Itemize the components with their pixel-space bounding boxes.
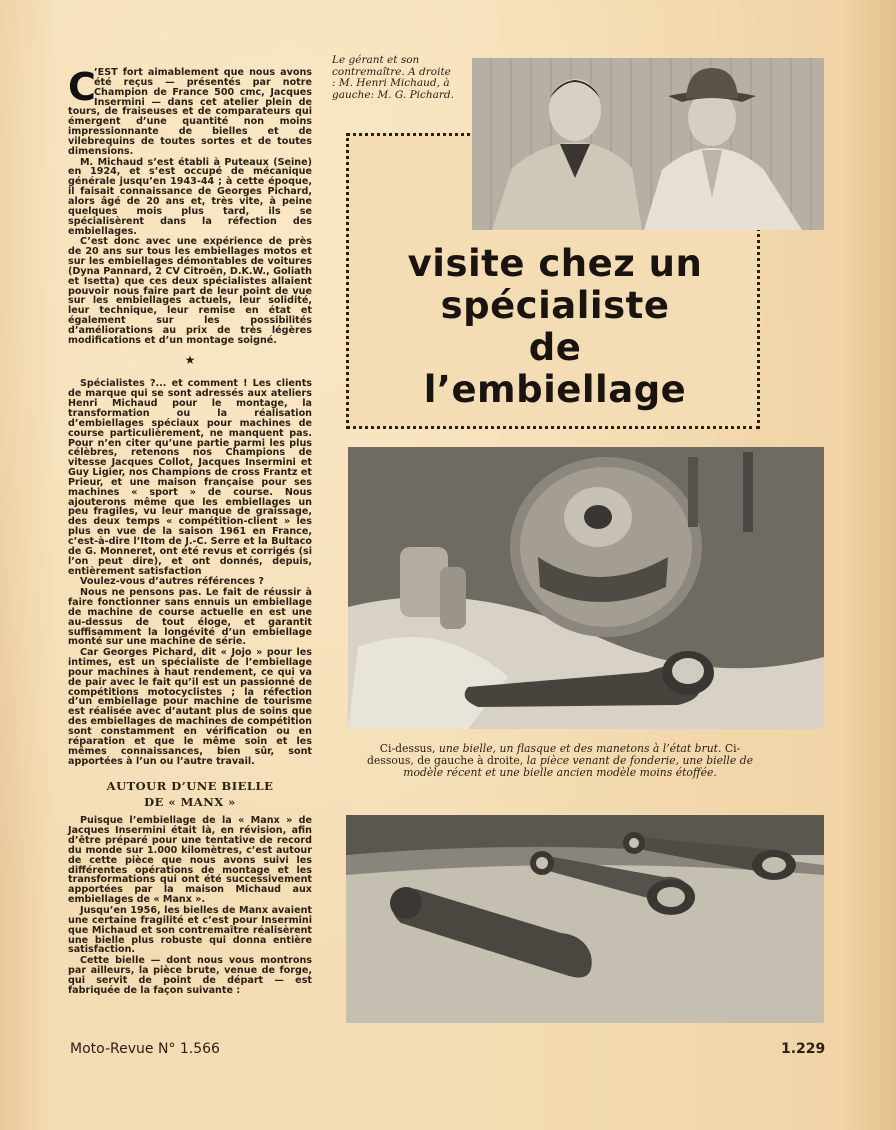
article-paragraph-7: Car Georges Pichard, dit « Jojo » pour les intimes, est un spécialiste de l’embiellage pour machines à haut rendement, ce qui va de pair avec le fait qu’il est un passionné de compétitions motocyclistes ; la réfection d’un embiellage pour machine de tourisme est réalisée avec d’autant plus de soins que des embiellages de machines de compétition sont constamment en vérification ou en réparation et que le même soin et les mêmes connaissances, bien sûr, sont apportées à l’un ou l’autre travail. xyxy=(68,647,312,767)
section-star-separator: ★ xyxy=(184,352,196,367)
photo-flywheel-and-rod xyxy=(348,447,824,729)
title-line-2: spécialiste xyxy=(440,284,670,327)
page-number: 1.229 xyxy=(781,1041,826,1057)
article-paragraph-1: C ’EST fort aimablement que nous avons été reçus — présentés par notre Champion de France 500 cmc, Jacques Insermini — dans cet atelier plein de tours, de fraiseuses et de comparateurs qui émergent d’une quantité non moins impressionnante de bielles et de vilebrequins de toutes sortes et de toutes dimensions. xyxy=(68,65,312,157)
article-paragraph-2: M. Michaud s’est établi à Puteaux (Seine) en 1924, et s’est occupé de mécanique générale jusqu’en 1943-44 ; à cette époque, il faisait connaissance de Georges Pichard, alors âgé de 20 ans et, très vite, à peine quelques mois plus tard, ils se spécialisèrent dans la réfection des embiellages. xyxy=(68,156,312,237)
section-subheading: AUTOUR D’UNE BIELLE DE « MANX » xyxy=(106,779,274,810)
drop-cap: C xyxy=(68,65,96,109)
publication-footer: Moto-Revue N° 1.566 xyxy=(70,1041,220,1057)
photo-caption-top: Le gérant et son contremaître. A droite : M. Henri Michaud, à gauche: M. G. Pichard. xyxy=(332,54,454,101)
article-title xyxy=(350,243,760,411)
article-paragraph-5: Voulez-vous d’autres références ? xyxy=(80,576,264,588)
photo-flywheel-illustration xyxy=(348,447,824,729)
title-line-4: l’embiellage xyxy=(423,368,687,411)
article-paragraph-10: Cette bielle — dont nous vous montrons par ailleurs, la pièce brute, venue de forge, qui servit de point de départ — est fabriquée de la façon suivante : xyxy=(68,955,312,996)
photo-three-rods xyxy=(346,815,824,1023)
article-paragraph-9: Jusqu’en 1956, les bielles de Manx avaient une certaine fragilité et c’est pour Insermini que Michaud et son contremaître réalisèrent une bielle plus robuste qui donna entière satisfaction. xyxy=(68,904,312,956)
title-line-3: de xyxy=(528,326,582,369)
photo-caption-middle: Ci-dessus, une bielle, un flasque et des manetons à l’état brut. Ci-dessous, de gauche à droite, la pièce venant de fonderie, une bielle de modèle récent et une bielle ancien modèle moins étoffée. xyxy=(366,742,753,779)
article-paragraph-6: Nous ne pensons pas. Le fait de réussir à faire fonctionner sans ennuis un embiellage de machine de course actuelle en est une au-dessus de tout éloge, et garantit suffisamment la longévité d’un embiellage monté sur une machine de série. xyxy=(68,587,312,648)
photo-two-men xyxy=(472,58,824,230)
photo-rods-illustration xyxy=(346,815,824,1023)
article-paragraph-3: C’est donc avec une expérience de près de 20 ans sur tous les embiellages motos et sur les embiellages démontables de voitures (Dyna Pannard, 2 CV Citroën, D.K.W., Goliath et Isetta) que ces deux spécialistes allaient pouvoir nous faire part de leur point de vue sur les embiellages actuels, leur solidité, leur technique, leur remise en état et également sur les possibilités d’améliorations au prix de très légères modifications et d’un montage soigné. xyxy=(68,236,312,346)
photo-two-men-illustration xyxy=(472,58,824,230)
article-paragraph-8: Puisque l’embiellage de la « Manx » de Jacques Insermini était là, en révision, afin d’être préparé pour une tentative de record du monde sur 1.000 kilomètres, c’est autour de cette pièce que nous avons suivi les différentes opérations de montage et les transformations qui ont été successivement apportées par la maison Michaud aux embiellages de « Manx ». xyxy=(68,815,312,906)
article-left-column xyxy=(68,65,312,997)
title-line-1: visite chez un xyxy=(407,242,703,285)
article-paragraph-4: Spécialistes ?... et comment ! Les clients de marque qui se sont adressés aux ateliers Henri Michaud pour le montage, la transformation ou la réalisation d’embiellages spéciaux pour machines de course particulièrement, ne manquent pas. Pour n’en citer qu’une partie parmi les plus célèbres, retenons nos Champions de vitesse Jacques Collot, Jacques Insermini et Guy Ligier, nos Champions de cross Frantz et Prieur, et une maison française pour ses machines « sport » de course. Nous ajouterons même que les embiellages un peu fragiles, vu leur manque de graissage, des deux temps « compétition-client » les plus en vue de la saison 1961 en France, c’est-à-dire l’Itom de J.-C. Serre et la Bultaco de G. Monneret, ont été revus et corrigés (si l’on peut dire), et ont donnés, depuis, entièrement satisfaction xyxy=(68,378,312,577)
